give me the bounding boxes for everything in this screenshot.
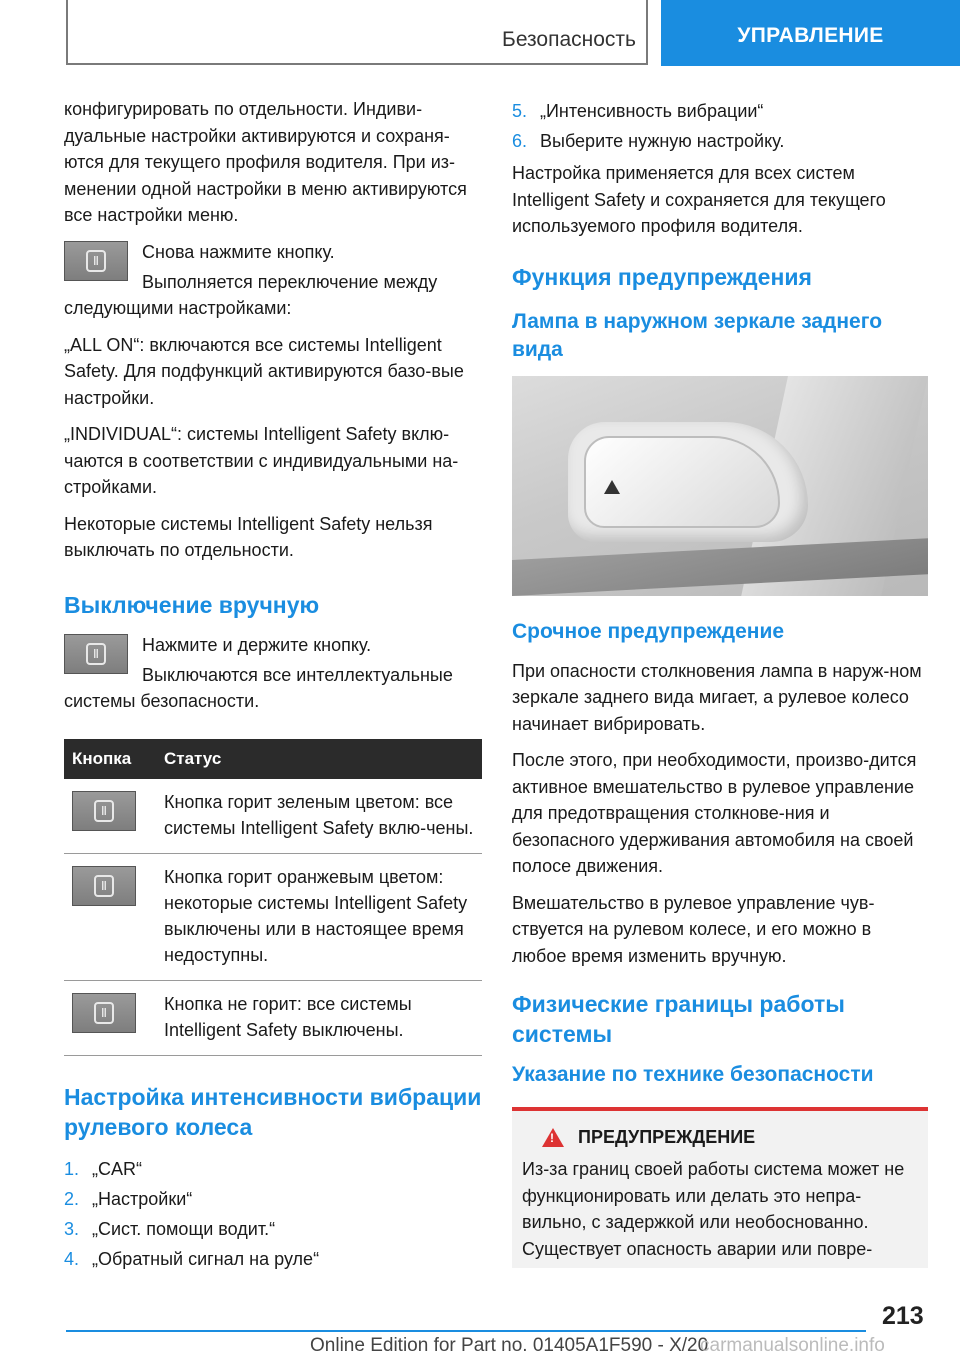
button-status-table xyxy=(64,739,482,1056)
right-column xyxy=(512,96,930,1268)
watermark: carmanualsonline.info xyxy=(700,1335,885,1356)
intro-paragraph: конфигурировать по отдельности. Индиви-дуальные настройки активируются и сохраня-ются для текущего профиля водителя. При из-менении одной настройки в меню активируются все настройки меню. xyxy=(64,99,467,225)
switch-paragraph: Выполняется переключение между следующими настройками: xyxy=(64,271,438,318)
intervention-paragraph: Вмешательство в рулевое управление чув-ствуется на рулевом колесе, и его можно в любое время изменить вручную. xyxy=(512,892,875,966)
status-cell: Кнопка горит зеленым цветом: все системы Intelligent Safety вклю-чены. xyxy=(156,779,482,854)
table-header-button: Кнопка xyxy=(64,739,156,779)
list-item[interactable]: 5. „Интенсивность вибрации“ xyxy=(512,101,764,121)
warning-triangle-icon xyxy=(542,1128,564,1147)
limits-heading: Физические границы работы системы xyxy=(512,991,845,1047)
list-item[interactable]: 3. „Сист. помощи водит.“ xyxy=(64,1218,276,1239)
list-item[interactable]: 2. „Настройки“ xyxy=(64,1188,193,1209)
status-cell: Кнопка не горит: все системы Intelligent Safety выключены. xyxy=(156,980,482,1055)
warning-text: Из-за границ своей работы система может не функционировать или делать это непра-вильно, с задержкой или необоснованно. Существует опасность аварии или повре- xyxy=(522,1159,905,1259)
cannot-disable-paragraph: Некоторые системы Intelligent Safety нельзя выключать по отдельности. xyxy=(64,513,433,560)
header-divider-left xyxy=(66,0,68,64)
after-paragraph: После этого, при необходимости, произво-дится активное вмешательство в рулевое управление для предотвращения столкнове-ния и безопасного удерживания автомобиля на своей полосе движения. xyxy=(512,750,917,876)
warning-title: ПРЕДУПРЕЖДЕНИЕ xyxy=(578,1127,756,1147)
safety-note-heading: Указание по технике безопасности xyxy=(512,1063,874,1086)
warning-box xyxy=(512,1107,928,1268)
individual-paragraph: „INDIVIDUAL“: системы Intelligent Safety вклю-чаются в соответствии с индивидуальными на-стройками. xyxy=(64,424,459,497)
urgent-heading: Срочное предупреждение xyxy=(512,619,785,643)
status-cell: Кнопка горит оранжевым цветом: некоторые системы Intelligent Safety выключены или в настоящее время недоступны. xyxy=(156,853,482,980)
all-on-paragraph: „ALL ON“: включаются все системы Intelligent Safety. Для подфункций активируются базо-вые настройки. xyxy=(64,334,464,408)
press-hold-text: Нажмите и держите кнопку. xyxy=(142,634,372,655)
warning-function-heading: Функция предупреждения xyxy=(512,263,812,290)
button-orange-icon: ǁ xyxy=(72,866,136,906)
page-number: 213 xyxy=(882,1302,924,1330)
header-underline xyxy=(66,63,648,65)
urgent-paragraph: При опасности столкновения лампа в наруж-ном зеркале заднего вида мигает, а рулевое колесо начинает вибрировать. xyxy=(512,660,922,734)
manual-off-heading: Выключение вручную xyxy=(64,591,320,618)
button-green-icon: ǁ xyxy=(72,791,136,831)
left-column xyxy=(64,96,482,1274)
intelligent-safety-button-icon: ǁ xyxy=(64,241,128,281)
table-row xyxy=(64,853,482,980)
vibration-heading: Настройка интенсивности вибрации рулевого колеса xyxy=(64,1083,482,1140)
intelligent-safety-button-icon: ǁ xyxy=(64,634,128,674)
mirror-lamp-heading: Лампа в наружном зеркале заднего вида xyxy=(512,309,883,361)
applied-paragraph: Настройка применяется для всех систем Intelligent Safety и сохраняется для текущего используемого профиля водителя. xyxy=(512,163,886,236)
footer-divider xyxy=(66,1330,866,1332)
list-item[interactable]: 1. „CAR“ xyxy=(64,1158,142,1179)
section-label: Безопасность xyxy=(502,28,636,51)
vibration-steps-continued xyxy=(512,96,930,156)
list-item[interactable]: 4. „Обратный сигнал на руле“ xyxy=(64,1248,320,1269)
button-off-icon: ǁ xyxy=(72,993,136,1033)
press-again-text: Снова нажмите кнопку. xyxy=(142,241,335,262)
edition-text: Online Edition for Part no. 01405A1F590 - X/20 xyxy=(310,1335,709,1356)
warning-lamp-icon xyxy=(604,480,620,494)
all-off-paragraph: Выключаются все интеллектуальные системы безопасности. xyxy=(64,664,453,711)
side-mirror-image xyxy=(512,376,928,596)
chapter-tab[interactable]: УПРАВЛЕНИЕ xyxy=(661,0,960,66)
vibration-steps-list xyxy=(64,1154,482,1274)
table-row xyxy=(64,779,482,854)
header-divider-right xyxy=(646,0,648,64)
table-row xyxy=(64,980,482,1055)
list-item[interactable]: 6. Выберите нужную настройку. xyxy=(512,131,785,151)
table-header-status: Статус xyxy=(156,739,482,779)
page-header xyxy=(0,0,960,66)
